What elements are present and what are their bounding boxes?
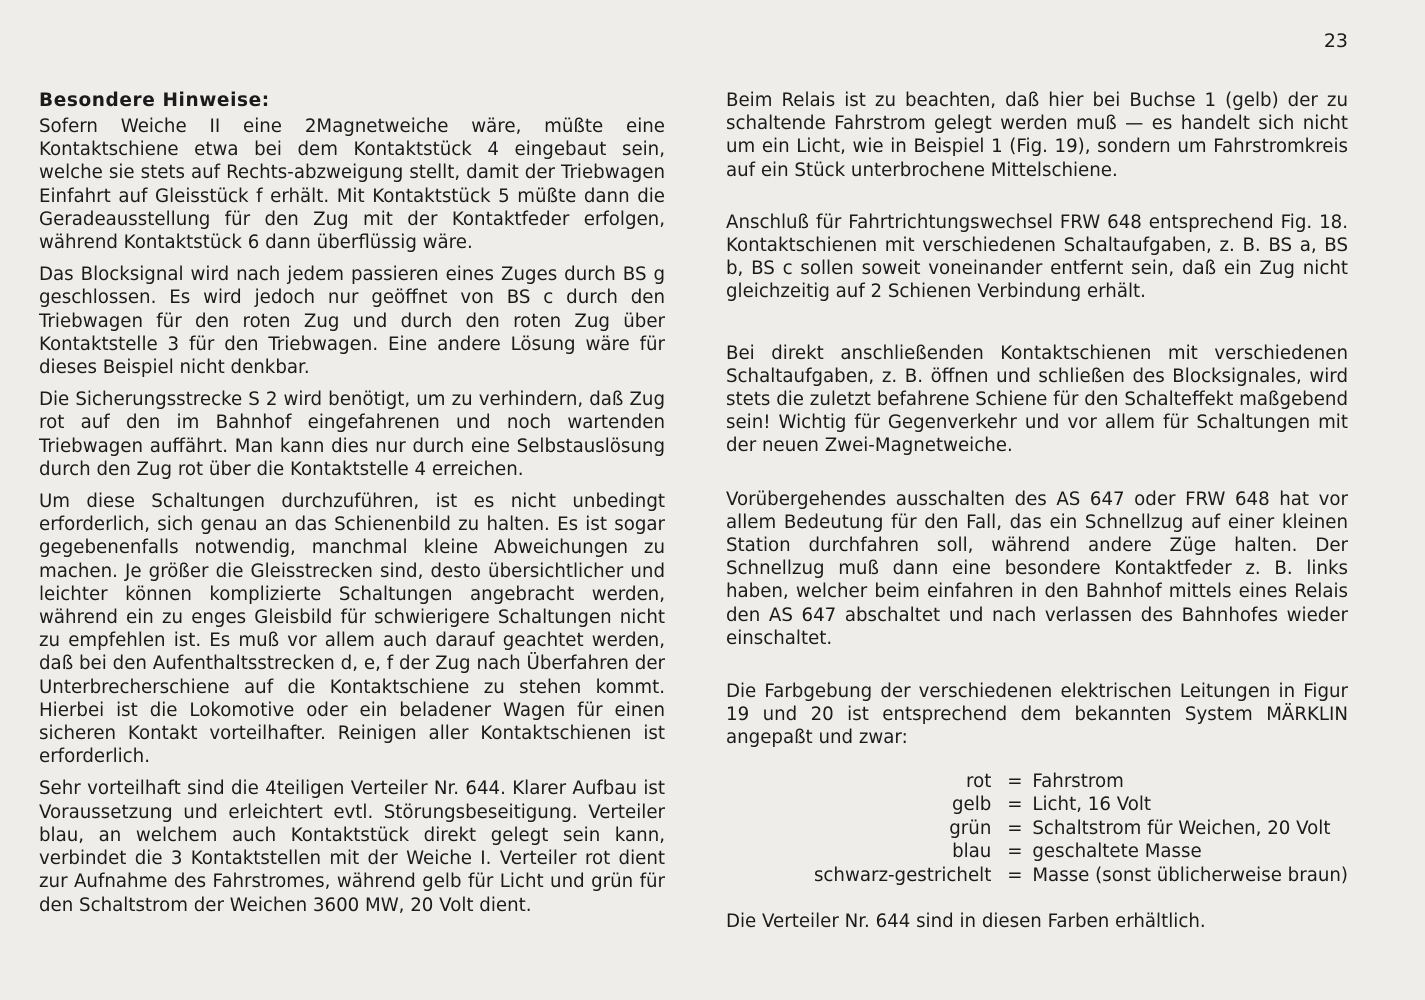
wire-color-row [781, 864, 1348, 888]
left-column [39, 89, 665, 926]
wire-color-name: rot [966, 770, 992, 792]
wire-color-row [781, 793, 1348, 817]
wire-color-meaning: Fahrstrom [1032, 770, 1124, 792]
right-column [726, 89, 1348, 933]
wire-color-meaning: geschaltete Masse [1032, 841, 1202, 863]
wire-color-name: blau [952, 841, 992, 863]
wire-color-name: grün [949, 817, 992, 839]
paragraph: Die Farbgebung der verschiedenen elektrischen Leitungen in Figur 19 und 20 ist entsprechend dem bekannten System MÄRKLIN angepaßt und zwar: [726, 681, 1348, 749]
wire-color-row [781, 770, 1348, 794]
equals-sign: = [1007, 770, 1023, 792]
page-number: 23 [1323, 30, 1348, 52]
equals-sign: = [1007, 865, 1023, 887]
paragraph: Um diese Schaltungen durchzuführen, ist es nicht unbedingt erforderlich, sich genau an das Schienenbild zu halten. Es ist sogar gegebenenfalls notwendig, manchmal kleine Abweichungen zu machen. Je größer die Gleisstrecken sind, desto übersichtlicher und leichter können komplizierte Schaltungen angebracht werden, während ein zu enges Gleisbild für schwierigere Schaltungen nicht zu empfehlen ist. Es muß vor allem auch darauf geachtet werden, daß bei den Aufenthaltsstrecken d, e, f der Zug nach Überfahren der Unterbrecherschiene auf die Kontaktschiene zu stehen kommt. Hierbei ist die Lokomotive oder ein beladener Wagen für einen sicheren Kontakt vorteilhafter. Reinigen aller Kontaktschienen ist erforderlich. [39, 491, 665, 768]
paragraph: Beim Relais ist zu beachten, daß hier bei Buchse 1 (gelb) der zu schaltende Fahrstrom gelegt werden muß — es handelt sich nicht um ein Licht, wie in Beispiel 1 (Fig. 19), sondern um Fahrstromkreis auf ein Stück unterbrochene Mittelschiene. [726, 90, 1348, 181]
paragraph: Sehr vorteilhaft sind die 4teiligen Verteiler Nr. 644. Klarer Aufbau ist Voraussetzung und erleichtert evtl. Störungsbeseitigung. Verteiler blau, an welchem auch Kontaktstück direkt gelegt sein kann, verbindet die 3 Kontaktstellen mit der Weiche I. Verteiler rot dient zur Aufnahme des Fahrstromes, während gelb für Licht und grün für den Schaltstrom der Weichen 3600 MW, 20 Volt dient. [39, 778, 665, 916]
equals-sign: = [1007, 841, 1023, 863]
equals-sign: = [1007, 794, 1023, 816]
wire-color-name: schwarz-gestrichelt [813, 865, 992, 887]
section-heading: Besondere Hinweise: [39, 90, 270, 111]
paragraph: Die Sicherungsstrecke S 2 wird benötigt, um zu verhindern, daß Zug rot auf den im Bahnhof eingefahrenen und noch wartenden Triebwagen auffährt. Man kann dies nur durch eine Selbstauslösung durch den Zug rot über die Kontaktstelle 4 erreichen. [39, 389, 665, 480]
paragraph: Sofern Weiche II eine 2Magnetweiche wäre, müßte eine Kontaktschiene etwa bei dem Kontaktstück 4 eingebaut sein, welche sie stets auf Rechts-abzweigung stellt, damit der Triebwagen Einfahrt auf Gleisstück f erhält. Mit Kontaktstück 5 müßte dann die Geradeausstellung für den Zug mit der Kontaktfeder erfolgen, während Kontaktstück 6 dann überflüssig wäre. [39, 116, 665, 254]
paragraph: Das Blocksignal wird nach jedem passieren eines Zuges durch BS g geschlossen. Es wird jedoch nur geöffnet von BS c durch den Triebwagen für den roten Zug und durch den roten Zug über Kontaktstelle 3 für den Triebwagen. Eine andere Lösung wäre für dieses Beispiel nicht denkbar. [39, 264, 665, 379]
paragraph: Anschluß für Fahrtrichtungswechsel FRW 648 entsprechend Fig. 18. Kontaktschienen mit verschiedenen Schaltaufgaben, z. B. BS a, BS b, BS c sollen soweit voneinander entfernt sein, daß ein Zug nicht gleichzeitig auf 2 Schienen Verbindung erhält. [726, 211, 1348, 303]
paragraph: Bei direkt anschließenden Kontaktschienen mit verschiedenen Schaltaufgaben, z. B. öffnen und schließen des Blocksignales, wird stets die zuletzt befahrene Schiene für den Schalteffekt maßgebend sein! Wichtig für Gegenverkehr und vor allem für Schaltungen mit der neuen Zwei-Magnetweiche. [726, 342, 1348, 457]
wire-color-row [781, 840, 1348, 864]
wire-color-table [781, 770, 1348, 888]
wire-color-meaning: Schaltstrom für Weichen, 20 Volt [1032, 817, 1331, 839]
wire-color-row [781, 817, 1348, 841]
wire-color-meaning: Licht, 16 Volt [1032, 794, 1152, 816]
wire-color-meaning: Masse (sonst üblicherweise braun) [1032, 865, 1348, 887]
footer-note: Die Verteiler Nr. 644 sind in diesen Farben erhältlich. [726, 910, 1206, 932]
wire-color-name: gelb [952, 794, 992, 816]
equals-sign: = [1007, 817, 1023, 839]
paragraph: Vorübergehendes ausschalten des AS 647 oder FRW 648 hat vor allem Bedeutung für den Fall, das ein Schnellzug auf einer kleinen Station durchfahren soll, während andere Züge halten. Der Schnellzug muß dann eine besondere Kontaktfeder z. B. links haben, welcher beim einfahren in den Bahnhof mittels eines Relais den AS 647 abschaltet und nach verlassen des Bahnhofes wieder einschaltet. [726, 488, 1348, 649]
